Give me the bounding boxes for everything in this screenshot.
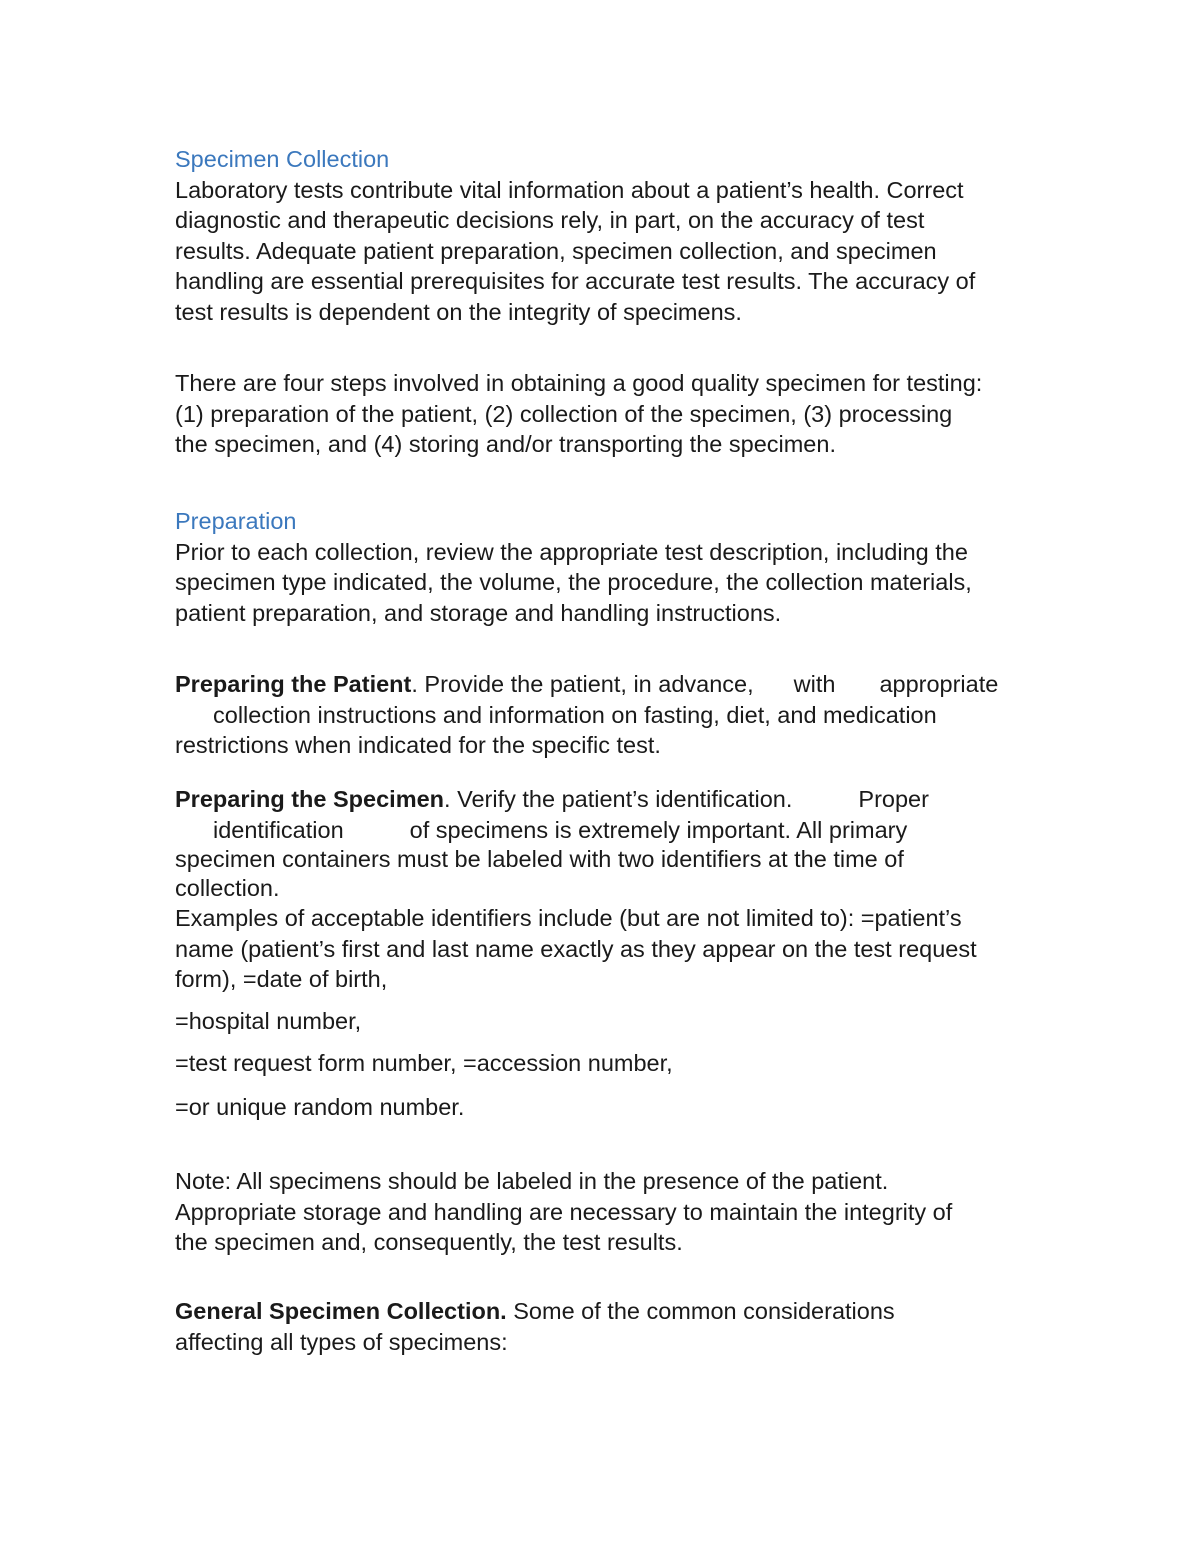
subheading-general-specimen-collection: General Specimen Collection.: [175, 1298, 507, 1324]
paragraph-line: Appropriate storage and handling are necessary to maintain the integrity of: [175, 1198, 953, 1225]
section-general-specimen-collection: [175, 1296, 1075, 1357]
section-four-steps: [175, 368, 1075, 460]
paragraph-line: results. Adequate patient preparation, specimen collection, and specimen: [175, 237, 937, 264]
paragraph-line: [175, 784, 1075, 815]
subheading-preparing-specimen: Preparing the Specimen: [175, 786, 445, 812]
paragraph-line: Note: All specimens should be labeled in the presence of the patient.: [175, 1168, 889, 1194]
paragraph-line: restrictions when indicated for the specific test.: [175, 732, 661, 758]
identifier-item: [175, 1006, 1075, 1037]
paragraph-text: . Verify the patient’s identification.: [444, 786, 793, 812]
paragraph-line: [175, 815, 1075, 846]
paragraph-text: appropriate: [879, 671, 999, 697]
paragraph-line: test results is dependent on the integrity of specimens.: [175, 298, 742, 325]
section-note: [175, 1166, 1075, 1258]
paragraph-line: specimen containers must be labeled with two identifiers at the time of: [175, 846, 904, 872]
paragraph-line: affecting all types of specimens:: [175, 1328, 508, 1355]
section-preparation: [175, 506, 1075, 628]
paragraph-line: handling are essential prerequisites for accurate test results. The accuracy of: [175, 268, 976, 294]
paragraph-line: Prior to each collection, review the appropriate test description, including the: [175, 538, 968, 565]
paragraph-text: of specimens is extremely important. All primary: [409, 816, 908, 843]
paragraph-line: [175, 1296, 1075, 1327]
paragraph-line: name (patient’s first and last name exactly as they appear on the test request: [175, 935, 977, 962]
heading-preparation: Preparation: [175, 508, 297, 534]
paragraph-line: the specimen and, consequently, the test results.: [175, 1229, 683, 1255]
identifier-item: [175, 1048, 1075, 1079]
list-item: =or unique random number.: [175, 1094, 465, 1120]
paragraph-line: There are four steps involved in obtaining a good quality specimen for testing:: [175, 370, 983, 396]
heading-specimen-collection: Specimen Collection: [175, 146, 390, 172]
section-preparing-patient: [175, 669, 1075, 761]
paragraph-text: . Provide the patient, in advance,: [411, 671, 754, 697]
paragraph-line: collection instructions and information on fasting, diet, and medication: [213, 701, 937, 728]
section-preparing-specimen: [175, 784, 1075, 995]
list-item: =hospital number,: [175, 1008, 362, 1034]
subheading-preparing-patient: Preparing the Patient: [175, 671, 412, 697]
paragraph-text: with: [793, 671, 836, 697]
paragraph-text: Proper: [858, 786, 929, 812]
paragraph-line: specimen type indicated, the volume, the procedure, the collection materials,: [175, 569, 972, 595]
paragraph-line: diagnostic and therapeutic decisions rely, in part, on the accuracy of test: [175, 207, 925, 233]
paragraph-line: patient preparation, and storage and handling instructions.: [175, 599, 782, 626]
list-item: =test request form number, =accession number,: [175, 1050, 673, 1076]
paragraph-text: identification: [213, 816, 344, 843]
paragraph-line: form), =date of birth,: [175, 966, 388, 992]
paragraph-line: (1) preparation of the patient, (2) collection of the specimen, (3) processing: [175, 400, 953, 427]
paragraph-line: Examples of acceptable identifiers include (but are not limited to): =patient’s: [175, 905, 962, 931]
paragraph-text: Some of the common considerations: [506, 1298, 895, 1324]
paragraph-line: the specimen, and (4) storing and/or transporting the specimen.: [175, 431, 836, 457]
paragraph-line: [175, 669, 1075, 700]
identifier-item: [175, 1092, 1075, 1123]
paragraph-line: Laboratory tests contribute vital information about a patient’s health. Correct: [175, 176, 964, 203]
paragraph-line: collection.: [175, 875, 280, 901]
section-specimen-collection: [175, 144, 1075, 327]
